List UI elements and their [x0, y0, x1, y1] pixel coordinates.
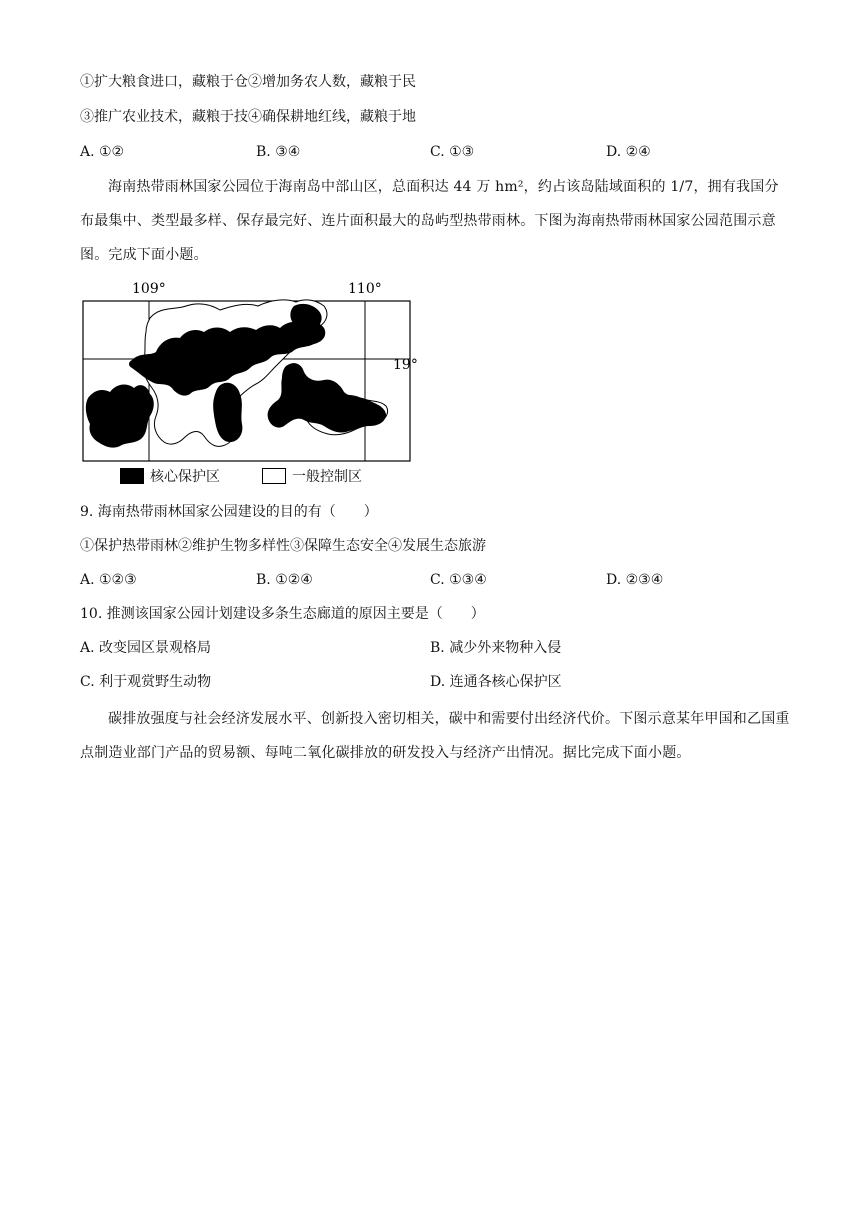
legend-core-swatch: [120, 468, 144, 484]
intro-park-paragraph: 海南热带雨林国家公园位于海南岛中部山区，总面积达 44 万 hm²，约占该岛陆域面积的 1/7，拥有我国分布最集中、类型最多样、保存最完好、连片面积最大的岛屿型热带雨林。下图为海南热带雨林国家公园范围示意图。完成下面小题。: [80, 179, 779, 263]
legend-core: [120, 466, 220, 486]
core-protection-zone-west: [86, 385, 154, 448]
q8-items-line-2: ③推广农业技术，藏粮于技④确保耕地红线，藏粮于地: [80, 109, 416, 125]
q9-option-a: A. ①②③: [80, 572, 137, 588]
q9-stem: 9. 海南热带雨林国家公园建设的目的有（ ）: [80, 504, 378, 520]
q9-option-d: D. ②③④: [606, 572, 664, 588]
park-map-figure: [80, 276, 420, 466]
legend-general-swatch: [262, 468, 286, 484]
lon-label-109: 109°: [132, 281, 166, 297]
q8-option-c: C. ①③: [430, 144, 475, 160]
q10-stem: 10. 推测该国家公园计划建设多条生态廊道的原因主要是（ ）: [80, 606, 485, 622]
q9-items: ①保护热带雨林②维护生物多样性③保障生态安全④发展生态旅游: [80, 538, 486, 554]
q10-option-c: C. 利于观赏野生动物: [80, 674, 212, 690]
q9-option-c: C. ①③④: [430, 572, 487, 588]
q8-option-a: A. ①②: [80, 144, 125, 160]
q8-items-line-1: ①扩大粮食进口，藏粮于仓②增加务农人数，藏粮于民: [80, 74, 416, 90]
q10-option-a: A. 改变园区景观格局: [80, 640, 212, 656]
q10-option-d: D. 连通各核心保护区: [430, 674, 562, 690]
legend-general-label: 一般控制区: [292, 469, 362, 485]
legend-core-label: 核心保护区: [150, 469, 220, 485]
lat-label-19: 19°: [393, 357, 418, 373]
intro-carbon-paragraph: 碳排放强度与社会经济发展水平、创新投入密切相关，碳中和需要付出经济代价。下图示意某年甲国和乙国重点制造业部门产品的贸易额、每吨二氧化碳排放的研发投入与经济产出情况。据比完成下面小题。: [80, 711, 790, 761]
q8-option-d: D. ②④: [606, 144, 651, 160]
lon-label-110: 110°: [348, 281, 382, 297]
core-protection-zone-east: [268, 363, 386, 432]
legend-general: [262, 466, 362, 486]
q9-option-b: B. ①②④: [256, 572, 313, 588]
q8-option-b: B. ③④: [256, 144, 301, 160]
q10-option-b: B. 减少外来物种入侵: [430, 640, 562, 656]
